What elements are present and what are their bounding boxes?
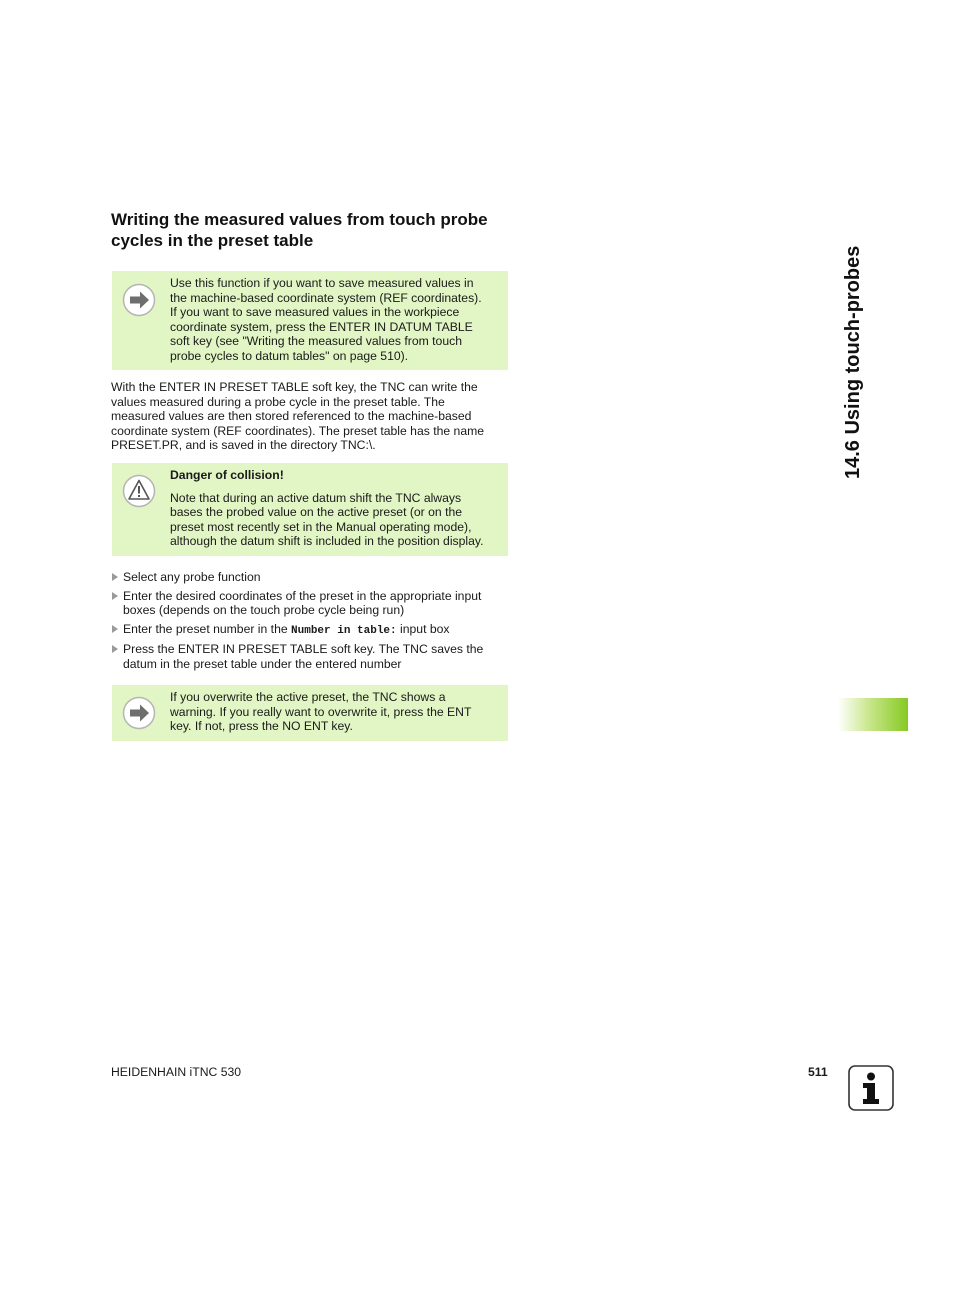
note-line: probe cycles to datum tables" on page 510).	[170, 348, 409, 363]
list-item	[111, 622, 511, 639]
triangle-bullet-icon	[112, 573, 118, 581]
triangle-bullet-icon	[112, 592, 118, 600]
warning-title: Danger of collision!	[170, 468, 284, 482]
note-line: preset most recently set in the Manual operating mode),	[170, 519, 472, 534]
arrow-right-icon	[122, 696, 156, 730]
warning-note	[112, 463, 508, 556]
note-line: soft key (see "Writing the measured values from touch	[170, 334, 462, 348]
list-item	[111, 589, 511, 618]
footer-product-name: HEIDENHAIN iTNC 530	[111, 1065, 242, 1079]
info-note	[112, 685, 508, 741]
body-paragraph	[111, 380, 511, 453]
chapter-tab	[838, 698, 908, 731]
paragraph-line: values measured during a probe cycle in the preset table. The	[111, 394, 445, 409]
arrow-right-icon	[122, 283, 156, 317]
note-line: bases the probed value on the active preset (or on the	[170, 505, 463, 519]
info-note	[112, 271, 508, 370]
step-line: Select any probe function	[123, 570, 261, 584]
paragraph-line: PRESET.PR, and is saved in the directory TNC:\.	[111, 438, 376, 452]
note-line: coordinate system, press the ENTER IN DATUM TABLE	[170, 319, 473, 334]
input-field-name: Number in table:	[291, 624, 397, 637]
step-list	[111, 570, 511, 675]
list-item	[111, 642, 511, 671]
info-icon	[848, 1065, 894, 1111]
page-number: 511	[808, 1065, 828, 1079]
paragraph-line: With the ENTER IN PRESET TABLE soft key, the TNC can write the	[111, 380, 478, 394]
note-line: the machine-based coordinate system (REF coordinates).	[170, 290, 482, 305]
list-item	[111, 570, 511, 585]
chapter-side-title: 14.6 Using touch-probes	[842, 245, 864, 479]
step-line: Press the ENTER IN PRESET TABLE soft key. The TNC saves the	[123, 642, 484, 656]
note-line: Use this function if you want to save measured values in	[170, 276, 474, 290]
step-line: Enter the desired coordinates of the preset in the appropriate input	[123, 588, 482, 603]
note-line: Note that during an active datum shift the TNC always	[170, 490, 462, 505]
step-text: Enter the preset number in the	[123, 621, 292, 636]
note-line: If you want to save measured values in the workpiece	[170, 305, 460, 319]
step-text: input box	[396, 621, 450, 636]
paragraph-line: coordinate system (REF coordinates). The preset table has the name	[111, 423, 485, 438]
step-line: datum in the preset table under the entered number	[123, 656, 402, 671]
triangle-bullet-icon	[112, 645, 118, 653]
note-line: key. If not, press the NO ENT key.	[170, 719, 353, 733]
section-heading: Writing the measured values from touch probe cycles in the preset table	[111, 210, 488, 250]
paragraph-line: measured values are then stored referenced to the machine-based	[111, 409, 472, 423]
note-line: warning. If you really want to overwrite it, press the ENT	[170, 704, 472, 719]
warning-icon	[122, 474, 156, 508]
step-line: boxes (depends on the touch probe cycle being run)	[123, 603, 405, 617]
triangle-bullet-icon	[112, 625, 118, 633]
note-line: If you overwrite the active preset, the TNC shows a	[170, 690, 446, 704]
note-line: although the datum shift is included in the position display.	[170, 534, 484, 548]
